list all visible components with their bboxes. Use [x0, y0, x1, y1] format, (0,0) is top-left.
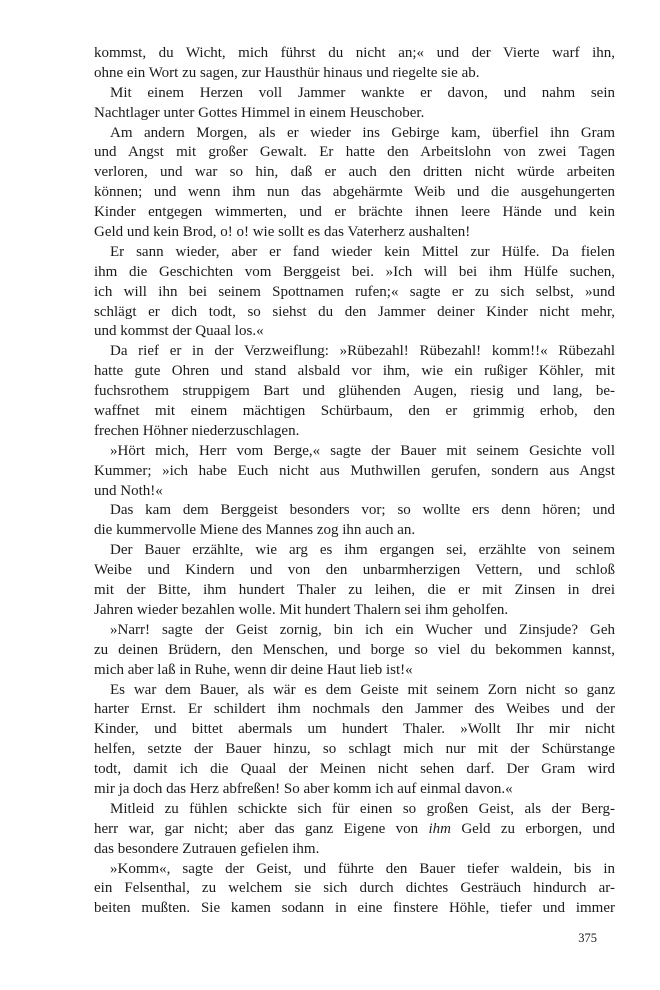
text-line: Kummer; »ich habe Euch nicht aus Muthwillen gerufen, sondern aus Angst	[94, 462, 615, 479]
text-line: Jahren wieder bezahlen wolle. Mit hundert Thalern sei ihm geholfen.	[94, 601, 509, 618]
text-line: Er sann wieder, aber er fand wieder kein Mittel zur Hülfe. Da fielen	[110, 243, 615, 260]
text-line: mir ja doch das Herz abfreßen! So aber komm ich auf einmal davon.«	[94, 780, 513, 797]
text-line: schlägt er dich todt, so siehst du den Jammer deiner Kinder nicht mehr,	[94, 303, 615, 320]
text-line: Kinder, und bittet abermals um hundert Thaler. »Wollt Ihr mir nicht	[94, 721, 615, 738]
text-line	[94, 820, 615, 840]
text-line: fuchsrothem struppigem Bart und glühenden Augen, riesig und lang, be-	[94, 383, 615, 400]
page-number: 375	[578, 931, 597, 945]
text-line: und kommst der Quaal los.«	[94, 323, 264, 340]
text-line: Geld und kein Brod, o! o! wie sollt es das Vaterherz aushalten!	[94, 224, 471, 241]
text-line: ohne ein Wort zu sagen, zur Hausthür hinaus und riegelte sie ab.	[94, 64, 480, 81]
text-segment: herr war, gar nicht; aber das ganz Eigene von	[94, 820, 429, 837]
text-line: und Angst mit großer Gewalt. Er hatte den Arbeitslohn von zwei Tagen	[94, 144, 615, 161]
text-line: können; und wenn ihm nun das abgehärmte Weib und die ausgehungerten	[94, 184, 615, 201]
text-line: »Narr! sagte der Geist zornig, bin ich ein Wucher und Zinsjude? Geh	[110, 621, 615, 638]
text-line: zu deinen Brüdern, den Menschen, und borge so viel du bekommen kannst,	[94, 641, 615, 658]
text-line: Der Bauer erzählte, wie arg es ihm ergangen sei, erzählte von seinem	[110, 542, 615, 559]
text-column	[94, 44, 615, 919]
text-line: Am andern Morgen, als er wieder ins Gebirge kam, überfiel ihn Gram	[110, 124, 615, 141]
text-line: verloren, und war so hin, daß er auch den dritten nicht würde arbeiten	[94, 164, 615, 181]
text-line: die kummervolle Miene des Mannes zog ihn auch an.	[94, 522, 416, 539]
text-line: harter Ernst. Er schildert ihm nochmals den Jammer des Weibes und der	[94, 701, 615, 718]
text-line: helfen, setzte der Bauer hinzu, so schlagt mich nur mit der Schürstange	[94, 741, 615, 758]
text-line: Das kam dem Berggeist besonders vor; so wollte ers denn hören; und	[110, 502, 615, 519]
text-line: Kinder entgegen wimmerten, und er brächte ihnen leere Hände und kein	[94, 204, 615, 221]
text-line: Es war dem Bauer, als wär es dem Geiste mit seinem Zorn nicht so ganz	[110, 681, 615, 698]
text-line: das besondere Zutrauen gefielen ihm.	[94, 840, 320, 857]
text-line: waffnet mit einem mächtigen Schürbaum, den er grimmig erhob, den	[94, 403, 615, 420]
text-line: mit der Bitte, ihm hundert Thaler zu leihen, die er mit Zinsen in drei	[94, 582, 615, 599]
text-line: kommst, du Wicht, mich führst du nicht an;« und der Vierte warf ihn,	[94, 45, 615, 61]
text-line: frechen Höhner niederzuschlagen.	[94, 422, 300, 439]
text-line: mich aber laß in Ruhe, wenn dir deine Haut lieb ist!«	[94, 661, 413, 678]
text-segment: Geld zu erborgen, und	[451, 820, 615, 837]
text-line: Weibe und Kindern und von den unbarmherzigen Vettern, und schloß	[94, 562, 615, 579]
text-line: ich will ihn bei seinem Spottnamen rufen;« sagte er zu sich selbst, »und	[94, 283, 615, 300]
text-line: Da rief er in der Verzweiflung: »Rübezahl! Rübezahl! komm!!« Rübezahl	[110, 343, 615, 360]
text-line: todt, damit ich die Quaal der Meinen nicht sehen darf. Der Gram wird	[94, 761, 615, 778]
text-line: beiten mußten. Sie kamen sodann in eine finstere Höhle, tiefer und immer	[94, 900, 615, 917]
italic-word: ihm	[428, 820, 451, 837]
text-line: hatte gute Ohren und stand alsbald vor ihm, wie ein rußiger Köhler, mit	[94, 363, 615, 380]
text-line: Mit einem Herzen voll Jammer wankte er davon, und nahm sein	[110, 84, 615, 101]
text-line: Mitleid zu fühlen schickte sich für einen so großen Geist, als der Berg-	[110, 800, 615, 817]
text-line: ihm die Geschichten vom Berggeist bei. »Ich will bei ihm Hülfe suchen,	[94, 263, 615, 280]
text-line: Nachtlager unter Gottes Himmel in einem Heuschober.	[94, 104, 425, 121]
text-line: »Komm«, sagte der Geist, und führte den Bauer tiefer waldein, bis in	[110, 860, 615, 877]
text-line: »Hört mich, Herr vom Berge,« sagte der Bauer mit seinem Gesichte voll	[110, 442, 615, 459]
text-line: ein Felsenthal, zu welchem sie sich durch dichtes Gesträuch hindurch ar-	[94, 880, 615, 897]
text-line: und Noth!«	[94, 482, 163, 499]
